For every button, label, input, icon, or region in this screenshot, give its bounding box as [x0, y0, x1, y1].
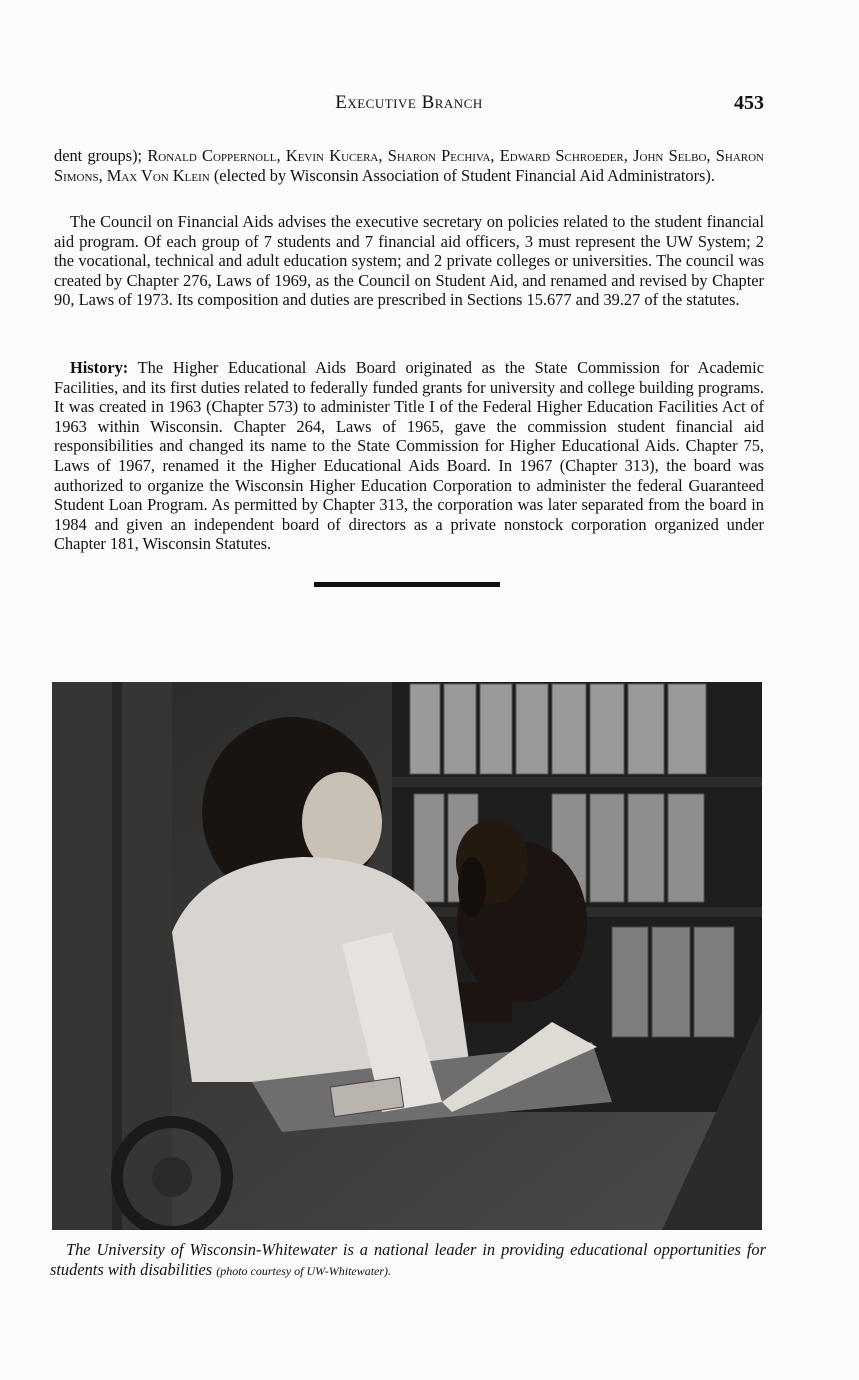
paragraph-history — [54, 358, 764, 554]
section-divider-rule — [314, 582, 500, 587]
photo-illustration — [52, 682, 762, 1230]
caption-text: The University of Wisconsin-Whitewater is a national leader in providing educational opportunities for students with disabilities — [50, 1240, 766, 1279]
paragraph-lead-text: dent groups); — [54, 146, 148, 165]
paragraph-council-description: The Council on Financial Aids advises the executive secretary on policies related to the student financial aid program. Of each group of 7 students and 7 financial aid officers, 3 must represent the UW System; 2 the vocational, technical and adult education system; and 2 private colleges or universities. The council was created by Chapter 276, Laws of 1969, as the Council on Student Aid, and renamed and revised by Chapter 90, Laws of 1973. Its composition and duties are prescribed in Sections 15.677 and 39.27 of the statutes. — [54, 212, 764, 310]
page-number: 453 — [734, 92, 764, 114]
history-label: History: — [70, 358, 129, 377]
running-head: Executive Branch — [335, 92, 483, 113]
photo-student-with-service-dog — [52, 682, 762, 1230]
member-names: Ronald Coppernoll, Kevin Kucera, Sharon Pechiva, Edward Schroeder, John Selbo, Sharon Simons, Max Von Klein — [54, 146, 764, 185]
page-header — [54, 92, 764, 122]
paragraph-members-continued — [54, 146, 764, 185]
paragraph-tail-text: (elected by Wisconsin Association of Student Financial Aid Administrators). — [209, 165, 715, 185]
photo-caption — [50, 1240, 766, 1281]
photo-credit: (photo courtesy of UW-Whitewater). — [216, 1264, 392, 1278]
history-text: The Higher Educational Aids Board originated as the State Commission for Academic Facilities, and its first duties related to federally funded grants for university and college building programs. It was created in 1963 (Chapter 573) to administer Title I of the Federal Higher Education Facilities Act of 1963 within Wisconsin. Chapter 264, Laws of 1965, gave the commission student financial aid responsibilities and changed its name to the State Commission for Higher Educational Aids. Chapter 75, Laws of 1967, renamed it the Higher Educational Aids Board. In 1967 (Chapter 313), the board was authorized to organize the Wisconsin Higher Education Corporation to administer the federal Guaranteed Student Loan Program. As permitted by Chapter 313, the corporation was later separated from the board in 1984 and given an independent board of directors as a private nonstock corporation organized under Chapter 181, Wisconsin Statutes. — [54, 358, 764, 554]
